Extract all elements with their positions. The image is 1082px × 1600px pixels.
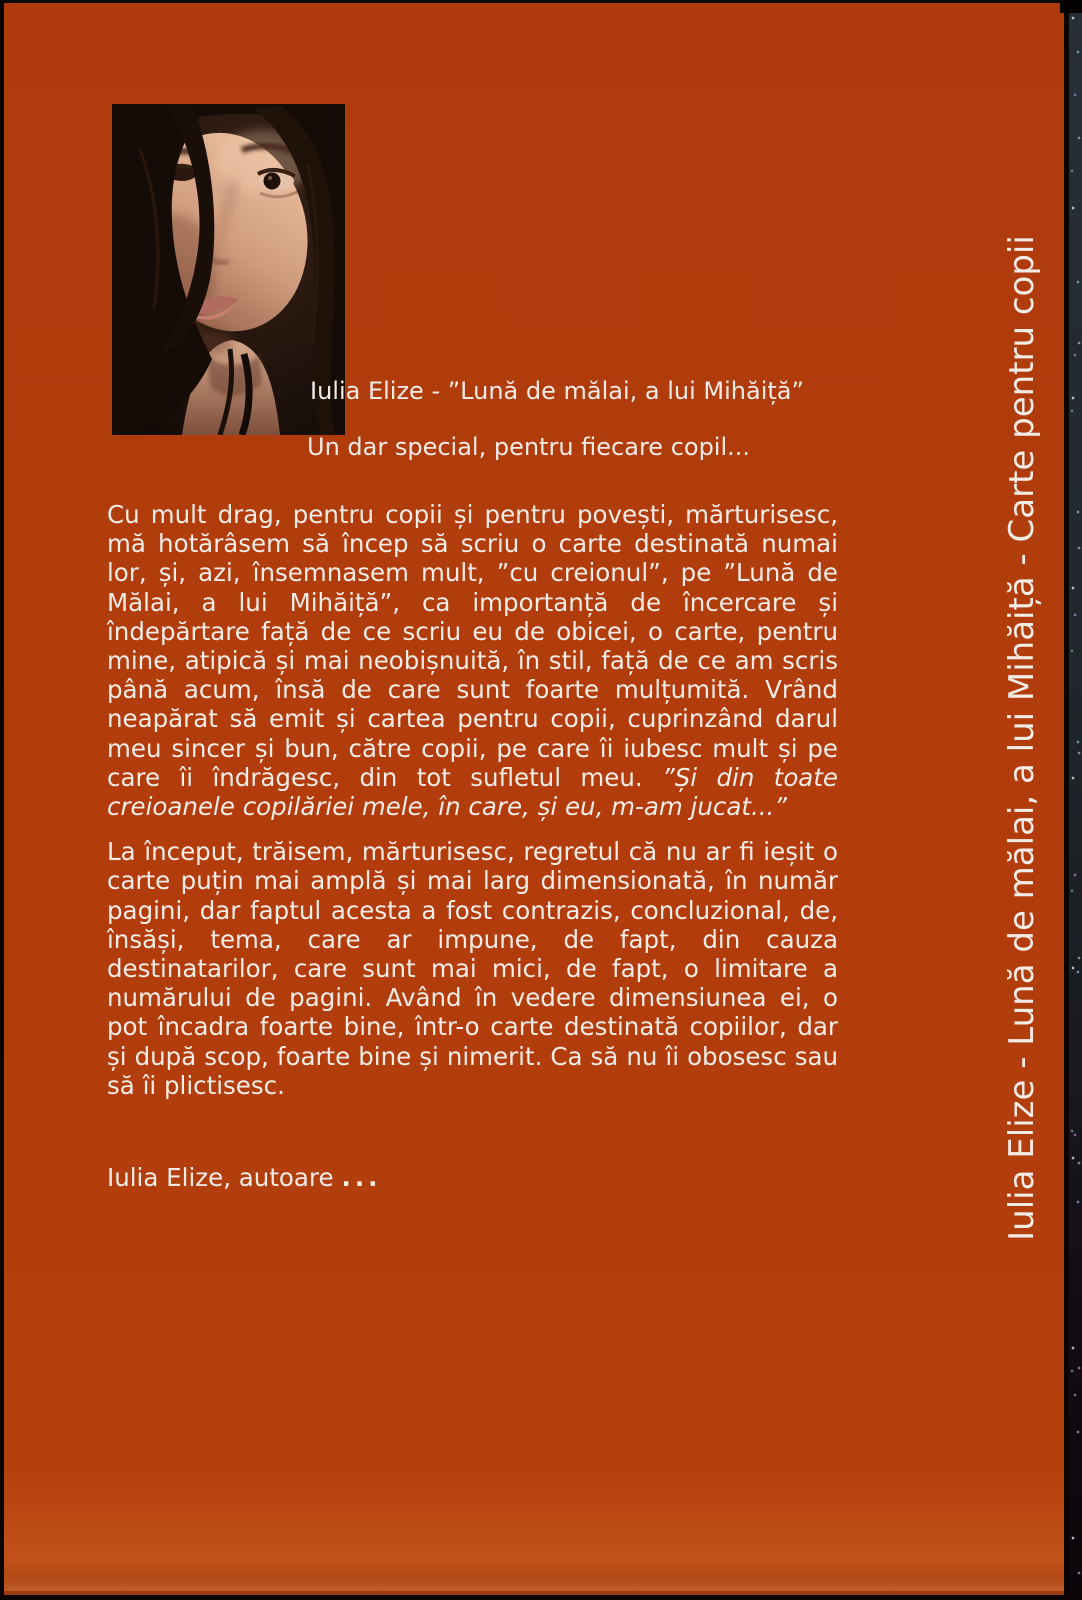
caption-subtitle: Un dar special, pentru fiecare copil... bbox=[307, 433, 751, 461]
author-signature bbox=[107, 1163, 381, 1192]
top-right-notch bbox=[1060, 0, 1082, 13]
blurb bbox=[107, 500, 838, 1116]
blurb-p1-text: Cu mult drag, pentru copii și pentru povești, mărturisesc, mă hotărâsem să încep să scriu o carte destinată numai lor, și, azi, însemnasem mult, ”cu creionul”, pe ”Lună de Mălai, a lui Mihăiță”, ca importanță de încercare și îndepărtare față de ce scriu eu de obicei, o carte, pentru mine, atipică și mai neobișnuită, în stil, față de ce am scris până acum, însă de care sunt foarte mulțumită. Vrând neapărat să emit și cartea pentru copii, cuprinzând darul meu sincer și bun, către copii, pe care îi iubesc mult și pe care îi îndrăgesc, din tot sufletul meu. bbox=[107, 500, 838, 792]
inline-quote: ”Și din toate creioanele copilăriei mele, în care, și eu, m-am jucat...” bbox=[107, 762, 839, 822]
spine-vertical-title: Iulia Elize - Lună de mălai, a lui Mihăiță - Carte pentru copii bbox=[1002, 235, 1042, 1241]
blurb-paragraph-1 bbox=[107, 500, 838, 821]
bottom-light-gradient bbox=[4, 1575, 1066, 1591]
blurb-paragraph-2: La început, trăisem, mărturisesc, regretul că nu ar fi ieșit o carte puțin mai amplă și mai larg dimensionată, în număr pagini, dar faptul acesta a fost contrazis, concluzional, de, însăși, tema, care ar impune, de fapt, din cauza destinatarilor, care sunt mai mici, de fapt, o limitare a numărului de pagini. Având în vedere dimensiunea ei, o pot încadra foarte bine, într-o carte destinată copiilor, dar și după scop, foarte bine și nimerit. Ca să nu îi obosesc sau să îi plictisesc. bbox=[107, 837, 838, 1100]
front-cover-edge-strip bbox=[1069, 0, 1082, 1600]
signature-dots: ... bbox=[341, 1163, 382, 1192]
signature-text: Iulia Elize, autoare bbox=[107, 1163, 334, 1192]
caption-title: Iulia Elize - ”Lună de mălai, a lui Mihăiță” bbox=[310, 377, 804, 405]
